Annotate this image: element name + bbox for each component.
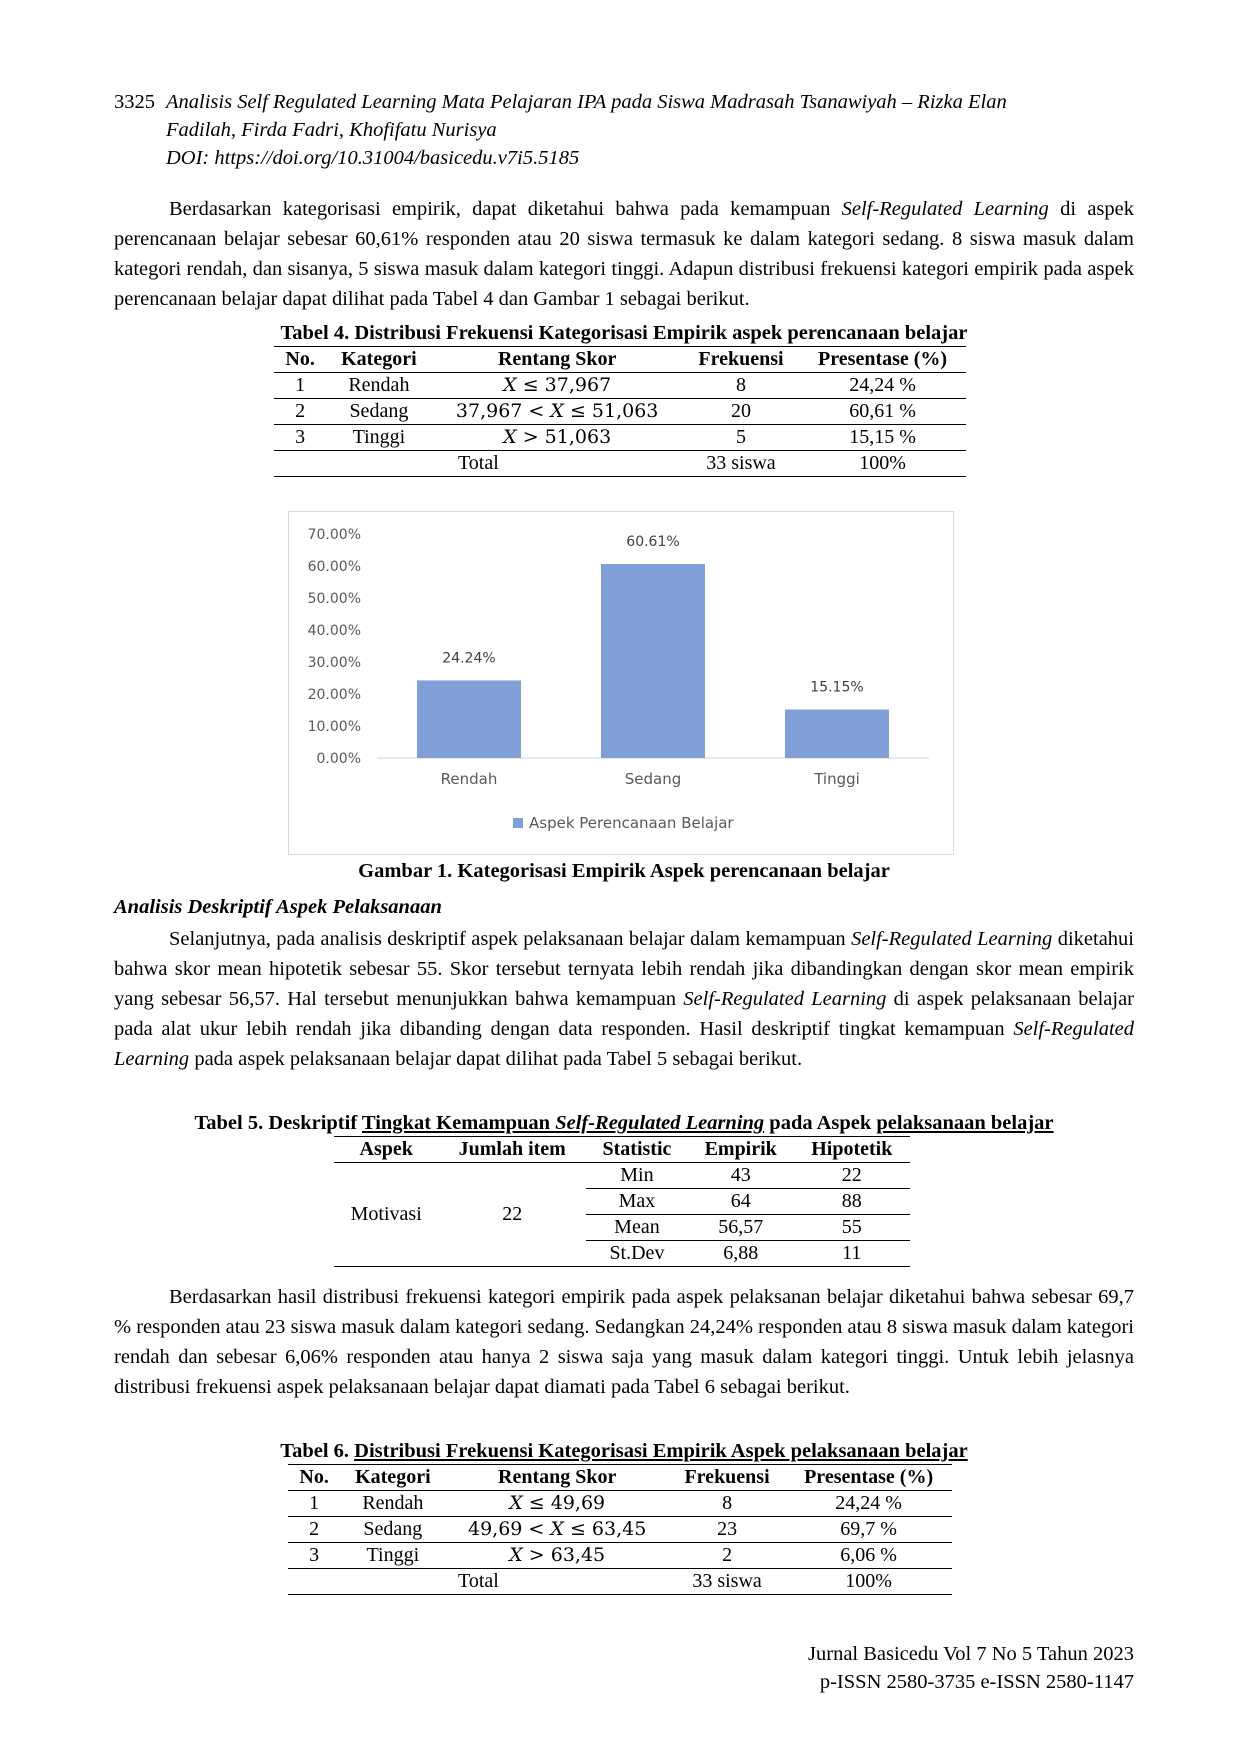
table5-header: Statistic	[586, 1137, 688, 1163]
bar-chart	[289, 512, 953, 854]
table-4	[274, 346, 966, 477]
table-row-total	[274, 451, 966, 477]
para2-italic-a: Self-Regulated Learning	[851, 928, 1053, 950]
table5-cell-empirik: 64	[688, 1189, 794, 1215]
journal-footer	[808, 1640, 1134, 1696]
table6-header: Presentase (%)	[785, 1465, 952, 1491]
table4-cell-presentase: 24,24 %	[799, 373, 966, 399]
table4-cell-rentang: X ≤ 37,967	[432, 373, 683, 399]
table4-cell-rentang: X > 51,063	[432, 425, 683, 451]
table6-cell-frekuensi: 2	[669, 1543, 785, 1569]
table6-cell-kategori: Rendah	[340, 1491, 445, 1517]
table6-cell-no: 1	[288, 1491, 340, 1517]
table5-cell-empirik: 43	[688, 1163, 794, 1189]
table4-total-presentase: 100%	[799, 451, 966, 477]
table4-cell-presentase: 60,61 %	[799, 399, 966, 425]
table4-cell-no: 1	[274, 373, 326, 399]
table6-total-presentase: 100%	[785, 1569, 952, 1595]
data-label: 60.61%	[626, 534, 680, 551]
table5-cell-hipotetik: 88	[794, 1189, 910, 1215]
header-title-line2: Fadilah, Firda Fadri, Khofifatu Nurisya	[166, 119, 497, 141]
y-tick-label: 70.00%	[307, 527, 361, 543]
footer-issn: p-ISSN 2580-3735 e-ISSN 2580-1147	[819, 1671, 1134, 1693]
y-tick-label: 20.00%	[307, 687, 361, 703]
para1-text-a: Berdasarkan kategorisasi empirik, dapat diketahui bahwa pada kemampuan	[169, 198, 842, 220]
table5-cell-statistic: Max	[586, 1189, 688, 1215]
table4-cell-frekuensi: 5	[683, 425, 799, 451]
para2-italic-c: Self-Regulated Learning	[114, 1018, 1134, 1070]
bar	[417, 680, 521, 758]
x-tick-label: Sedang	[624, 770, 682, 788]
table6-cell-rentang: X > 63,45	[445, 1543, 668, 1569]
table5-cell-statistic: Mean	[586, 1215, 688, 1241]
table6-cell-presentase: 24,24 %	[785, 1491, 952, 1517]
table4-header: Presentase (%)	[799, 347, 966, 373]
table4-cell-presentase: 15,15 %	[799, 425, 966, 451]
para1-italic: Self-Regulated Learning	[841, 198, 1049, 220]
table4-cell-no: 2	[274, 399, 326, 425]
table5-cell-hipotetik: 11	[794, 1241, 910, 1267]
figure1-caption: Gambar 1. Kategorisasi Empirik Aspek perencanaan belajar	[358, 860, 890, 882]
section-title: Analisis Deskriptif Aspek Pelaksanaan	[114, 896, 442, 918]
data-label: 15.15%	[810, 679, 864, 696]
table6-cell-frekuensi: 8	[669, 1491, 785, 1517]
table-6	[288, 1464, 952, 1595]
y-tick-label: 0.00%	[316, 751, 361, 767]
table6-cell-no: 2	[288, 1517, 340, 1543]
table5-cell-jumlah-item: 22	[438, 1163, 586, 1267]
table-row-total	[288, 1569, 952, 1595]
table6-cell-kategori: Sedang	[340, 1517, 445, 1543]
table5-header: Hipotetik	[794, 1137, 910, 1163]
table-row	[274, 399, 966, 425]
table5-cell-statistic: Min	[586, 1163, 688, 1189]
table4-cell-rentang: 37,967 < X ≤ 51,063	[432, 399, 683, 425]
table6-header: Rentang Skor	[445, 1465, 668, 1491]
chart-container	[288, 511, 954, 855]
para2-text-d: pada aspek pelaksanaan belajar dapat dilihat pada Tabel 5 sebagai berikut.	[189, 1048, 803, 1070]
bar	[601, 564, 705, 758]
table4-header: Rentang Skor	[432, 347, 683, 373]
table4-total-label: Total	[274, 451, 683, 477]
table-row	[274, 373, 966, 399]
para1-text-b: di aspek perencanaan belajar sebesar 60,61% responden atau 20 siswa termasuk ke dalam kategori sedang. 8 siswa masuk dalam kategori rendah, dan sisanya, 5 siswa masuk dalam kategori tinggi. Adapun distribusi frekuensi kategori empirik pada aspek perencanaan belajar dapat dilihat pada Tabel 4 dan Gambar 1 sebagai berikut.	[114, 198, 1134, 310]
table4-header: Kategori	[326, 347, 431, 373]
running-header	[114, 88, 1134, 172]
para2-italic-b: Self-Regulated Learning	[683, 988, 887, 1010]
table-row	[274, 425, 966, 451]
legend-label: Aspek Perencanaan Belajar	[529, 814, 734, 832]
table6-total-label: Total	[288, 1569, 669, 1595]
table4-header: No.	[274, 347, 326, 373]
paragraph-1	[114, 194, 1134, 314]
table6-cell-frekuensi: 23	[669, 1517, 785, 1543]
table6-cell-no: 3	[288, 1543, 340, 1569]
paragraph-3: Berdasarkan hasil distribusi frekuensi kategori empirik pada aspek pelaksanan belajar diketahui bahwa sebesar 69,7 % responden atau 23 siswa masuk dalam kategori sedang. Sedangkan 24,24% responden atau 8 siswa masuk dalam kategori rendah dan sebesar 6,06% responden atau hanya 2 siswa saja yang masuk dalam kategori tinggi. Untuk lebih jelasnya distribusi frekuensi aspek pelaksanaan belajar dapat diamati pada Tabel 6 sebagai berikut.	[114, 1286, 1134, 1398]
table-row	[288, 1517, 952, 1543]
table5-cell-empirik: 56,57	[688, 1215, 794, 1241]
header-title-line1: Analisis Self Regulated Learning Mata Pelajaran IPA pada Siswa Madrasah Tsanawiyah – Rizka Elan	[166, 91, 1007, 113]
para2-text-b: diketahui bahwa skor mean hipotetik sebesar 55. Skor tersebut ternyata lebih rendah jika dibandingkan dengan skor mean empirik yang sebesar 56,57. Hal tersebut menunjukkan bahwa kemampuan	[114, 928, 1134, 1010]
table5-caption: Tabel 5. Deskriptif Tingkat Kemampuan Self-Regulated Learning pada Aspek pelaksanaan belajar	[194, 1112, 1054, 1134]
table4-cell-kategori: Sedang	[326, 399, 431, 425]
para2-text-c: di aspek pelaksanaan belajar pada alat ukur lebih rendah jika dibanding dengan data responden. Hasil deskriptif tingkat kemampuan	[114, 988, 1134, 1040]
table6-cell-presentase: 69,7 %	[785, 1517, 952, 1543]
y-tick-label: 40.00%	[307, 623, 361, 639]
table-row	[334, 1163, 910, 1189]
table6-header: Frekuensi	[669, 1465, 785, 1491]
table6-cell-presentase: 6,06 %	[785, 1543, 952, 1569]
table5-header: Jumlah item	[438, 1137, 586, 1163]
para2-text-a: Selanjutnya, pada analisis deskriptif aspek pelaksanaan belajar dalam kemampuan	[169, 928, 852, 950]
y-tick-label: 60.00%	[307, 559, 361, 575]
x-tick-label: Tinggi	[814, 770, 860, 788]
table4-header: Frekuensi	[683, 347, 799, 373]
table4-cell-frekuensi: 8	[683, 373, 799, 399]
table5-cell-aspek: Motivasi	[334, 1163, 438, 1267]
table4-cell-frekuensi: 20	[683, 399, 799, 425]
table4-total-frekuensi: 33 siswa	[683, 451, 799, 477]
table6-header: Kategori	[340, 1465, 445, 1491]
y-tick-label: 30.00%	[307, 655, 361, 671]
header-doi: DOI: https://doi.org/10.31004/basicedu.v7i5.5185	[166, 147, 580, 169]
table-row	[288, 1543, 952, 1569]
table5-cell-empirik: 6,88	[688, 1241, 794, 1267]
table6-header: No.	[288, 1465, 340, 1491]
table4-cell-kategori: Rendah	[326, 373, 431, 399]
table5-cell-hipotetik: 22	[794, 1163, 910, 1189]
table5-header: Empirik	[688, 1137, 794, 1163]
table4-cell-kategori: Tinggi	[326, 425, 431, 451]
table5-cell-statistic: St.Dev	[586, 1241, 688, 1267]
table6-cell-kategori: Tinggi	[340, 1543, 445, 1569]
x-tick-label: Rendah	[440, 770, 498, 788]
y-tick-label: 50.00%	[307, 591, 361, 607]
footer-journal: Jurnal Basicedu Vol 7 No 5 Tahun 2023	[808, 1643, 1134, 1665]
paragraph-2	[114, 924, 1134, 1074]
table5-header: Aspek	[334, 1137, 438, 1163]
data-label: 24.24%	[442, 650, 496, 667]
table4-cell-no: 3	[274, 425, 326, 451]
table-5	[334, 1136, 910, 1267]
table6-total-frekuensi: 33 siswa	[669, 1569, 785, 1595]
table4-caption: Tabel 4. Distribusi Frekuensi Kategorisasi Empirik aspek perencanaan belajar	[280, 322, 968, 344]
bar	[785, 710, 889, 758]
legend-swatch	[513, 818, 523, 828]
page-number: 3325	[114, 91, 155, 113]
table6-cell-rentang: 49,69 < X ≤ 63,45	[445, 1517, 668, 1543]
table6-caption: Tabel 6. Distribusi Frekuensi Kategorisasi Empirik Aspek pelaksanaan belajar	[280, 1440, 968, 1462]
table-row	[288, 1491, 952, 1517]
table6-cell-rentang: X ≤ 49,69	[445, 1491, 668, 1517]
table5-cell-hipotetik: 55	[794, 1215, 910, 1241]
y-tick-label: 10.00%	[307, 719, 361, 735]
